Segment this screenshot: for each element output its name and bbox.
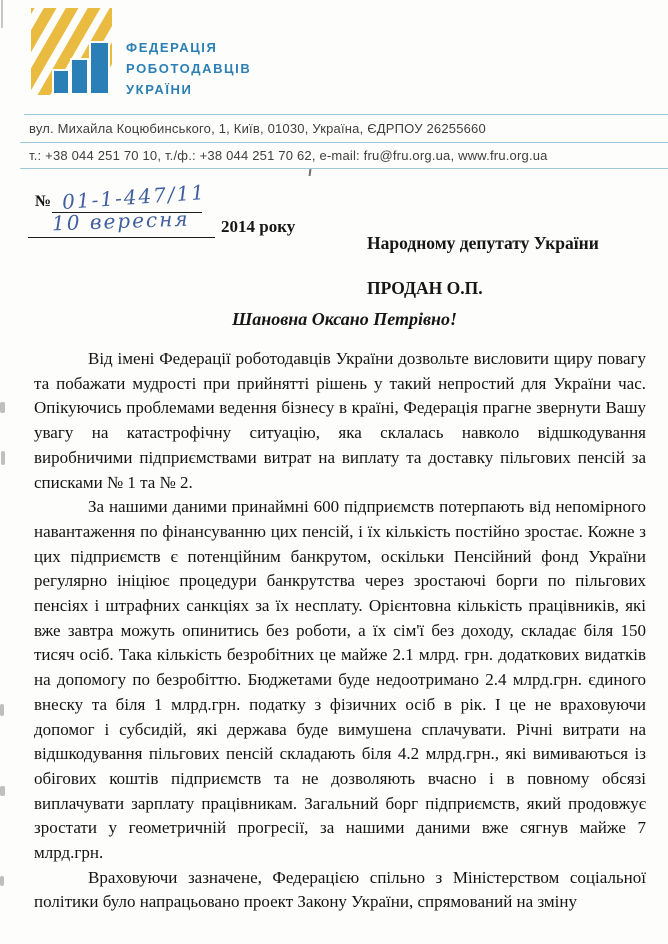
recipient-title: Народному депутату України: [367, 233, 599, 253]
letterhead-divider: [20, 142, 668, 143]
fru-logo-icon: [30, 6, 118, 100]
scan-smudge: [0, 704, 4, 716]
org-name-line: УКРАЇНИ: [126, 82, 193, 97]
scan-smudge: [1, 451, 5, 465]
scan-smudge: [0, 402, 5, 413]
ref-date-underline: [28, 237, 215, 238]
scan-smudge: [0, 786, 5, 796]
letterhead-divider: [20, 168, 668, 169]
salutation: Шановна Оксано Петрівно!: [232, 309, 458, 329]
recipient-block: [367, 233, 599, 299]
org-name-line: РОБОТОДАВЦІВ: [126, 61, 252, 76]
letterhead-divider: [24, 114, 668, 115]
scan-tick-artifact: [309, 169, 312, 176]
letter-body: [34, 347, 646, 915]
recipient-name: ПРОДАН О.П.: [367, 278, 483, 298]
scan-edge-artifact: [1, 0, 3, 28]
scan-smudge: [0, 876, 4, 886]
ref-number-handwritten: 01-1-447/11: [61, 180, 207, 214]
body-paragraph-2: За нашими даними принаймні 600 підприємств потерпають від непомірного навантаження по фінансуванню цих пенсій, і їх кількість постійно зростає. Кожне з цих підприємств є потенційним банкрутом, оскільки Пенсійний фонд України регулярно ініціює процедури банкрутства через зростаючі борги по пільгових пенсіях і штрафних санкціях за їх несплату. Орієнтовна кількість працівників, які вже завтра можуть опинитись без роботи, а їх сім'ї без доходу, складає біля 150 тисяч осіб. Така кількість безробітних це майже 2.1 млрд. грн. додаткових видатків на допомогу по безробіттю. Бюджетами буде недоотримано 2.4 млрд.грн. єдиного внеску та біля 1 млрд.грн. податку з фізичних осіб в рік. І це не враховуючи допомог і субсидій, які держава буде вимушена сплачувати. Річні витрати на відшкодування пільгових пенсій складають біля 4.2 млрд.грн., які вимиваються із обігових коштів підприємств та не дозволяють вчасно і в повному обсязі виплачувати зарплату працівникам. Загальний борг підприємств, який продовжує зростати у геометричній прогресії, за нашими даними вже сягнув майже 7 млрд.грн.: [34, 497, 646, 863]
ref-year-printed: 2014 року: [221, 217, 296, 236]
org-name: [126, 37, 251, 100]
org-contacts: т.: +38 044 251 70 10, т./ф.: +38 044 251 70 62, e-mail: fru@fru.org.ua, www.fru.org.ua: [29, 148, 548, 163]
body-paragraph-3: Враховуючи зазначене, Федерацією спільно з Міністерством соціальної політики було напрацьовано проект Закону України, спрямований на зміну: [34, 867, 646, 912]
ref-number-label: №: [35, 193, 52, 210]
body-paragraph-1: Від імені Федерації роботодавців України дозвольте висловити щиру повагу та побажати мудрості при прийнятті рішень у такий непростий для України час. Опікуючись проблемами ведення бізнесу в країні, Федерація прагне звернути Вашу увагу на катастрофічну ситуацію, яка склалась навколо відшкодування виробничими підприємствами витрат на виплату та доставку пільгових пенсій за списками № 1 та № 2.: [34, 349, 646, 492]
org-name-line: ФЕДЕРАЦІЯ: [126, 40, 218, 55]
org-address: вул. Михайла Коцюбинського, 1, Київ, 01030, Україна, ЄДРПОУ 26255660: [29, 121, 486, 136]
ref-date-handwritten: 10 вересня: [51, 206, 190, 236]
